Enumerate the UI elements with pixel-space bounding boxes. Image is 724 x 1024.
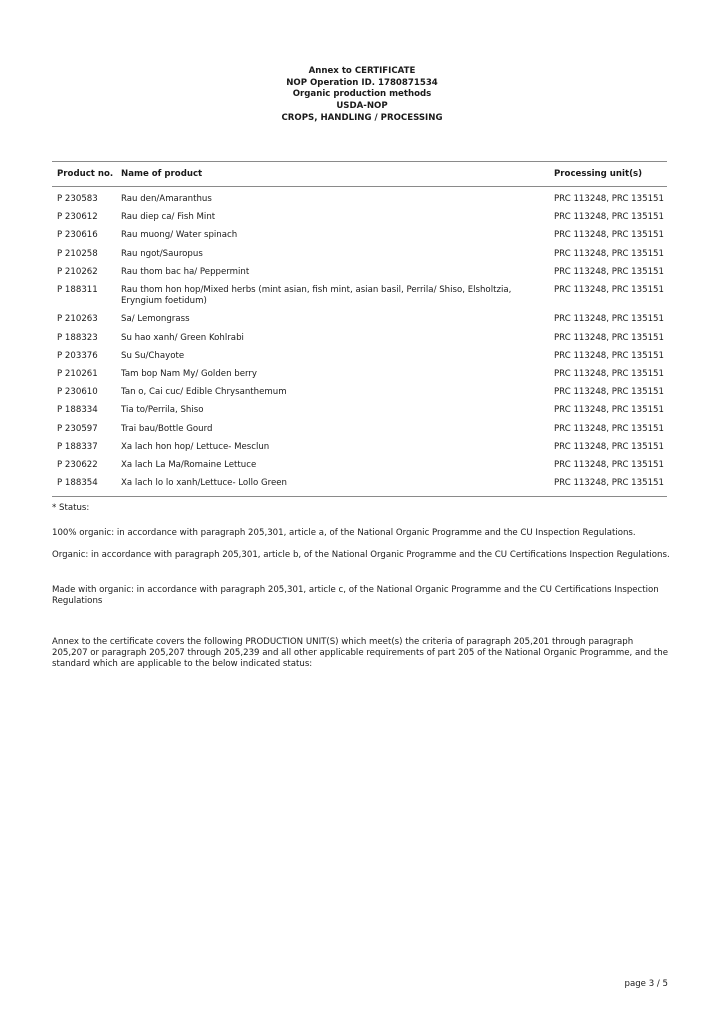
product-name-cell: Sa/ Lemongrass — [121, 314, 190, 325]
note-made-with-organic: Made with organic: in accordance with paragraph 205,301, article c, of the National Organic Programme and the CU Certifications Inspection Regulations — [52, 585, 659, 607]
table-row — [0, 285, 724, 315]
note-organic: Organic: in accordance with paragraph 205,301, article b, of the National Organic Programme and the CU Certifications Inspection Regulations. — [52, 550, 670, 560]
processing-unit-cell: PRC 113248, PRC 135151 — [554, 459, 664, 470]
product-no-cell: P 188323 — [57, 332, 98, 343]
table-row — [0, 442, 724, 460]
processing-unit-cell: PRC 113248, PRC 135151 — [554, 212, 664, 223]
table-row — [0, 333, 724, 351]
product-name-cell: Su hao xanh/ Green Kohlrabi — [121, 332, 244, 343]
table-row — [0, 369, 724, 387]
table-row — [0, 267, 724, 285]
product-name-cell: Rau thom bac ha/ Peppermint — [121, 266, 250, 277]
header-standard: USDA-NOP — [336, 101, 388, 112]
note-100-organic: 100% organic: in accordance with paragraph 205,301, article a, of the National Organic Programme and the CU Inspection Regulations. — [52, 528, 636, 538]
processing-unit-cell: PRC 113248, PRC 135151 — [554, 266, 664, 277]
table-row — [0, 194, 724, 212]
table-row — [0, 351, 724, 369]
table-row — [0, 249, 724, 267]
table-row — [0, 212, 724, 230]
processing-unit-cell: PRC 113248, PRC 135151 — [554, 194, 664, 204]
header-operation-id: NOP Operation ID. 1780871534 — [286, 77, 438, 88]
processing-unit-cell: PRC 113248, PRC 135151 — [554, 332, 664, 343]
product-no-cell: P 203376 — [57, 350, 98, 361]
product-no-cell: P 230610 — [57, 387, 98, 398]
processing-unit-cell: PRC 113248, PRC 135151 — [554, 350, 664, 361]
product-name-cell: Xa lach hon hop/ Lettuce- Mesclun — [121, 441, 270, 452]
product-no-cell: P 210262 — [57, 266, 98, 277]
header-annex-title: Annex to CERTIFICATE — [308, 66, 416, 76]
product-no-cell: P 230612 — [57, 212, 98, 223]
note-production-units: Annex to the certificate covers the following PRODUCTION UNIT(S) which meet(s) the criteria of paragraph 205,201 through paragraph 205,207 or paragraph 205,207 through 205,239 and all other applicable requirements of part 205 of the National Organic Programme, and the standard which are applicable to the below indicated status: — [52, 637, 669, 670]
processing-unit-cell: PRC 113248, PRC 135151 — [554, 387, 664, 398]
product-no-cell: P 230583 — [57, 194, 98, 204]
product-name-cell: Tia to/Perrila, Shiso — [121, 405, 204, 416]
product-name-cell: Rau diep ca/ Fish Mint — [121, 212, 216, 223]
table-row — [0, 478, 724, 496]
product-no-cell: P 230616 — [57, 230, 98, 241]
processing-unit-cell: PRC 113248, PRC 135151 — [554, 230, 664, 241]
processing-unit-cell: PRC 113248, PRC 135151 — [554, 248, 664, 259]
column-header-processing-unit: Processing unit(s) — [554, 169, 643, 179]
product-name-cell: Rau den/Amaranthus — [121, 194, 212, 204]
product-name-cell: Trai bau/Bottle Gourd — [121, 423, 213, 434]
product-no-cell: P 188311 — [57, 284, 98, 295]
product-no-cell: P 188334 — [57, 405, 98, 416]
table-row — [0, 230, 724, 248]
document-header — [0, 66, 724, 125]
table-row — [0, 405, 724, 423]
header-production-methods: Organic production methods — [292, 89, 432, 100]
product-name-cell: Rau muong/ Water spinach — [121, 230, 238, 241]
processing-unit-cell: PRC 113248, PRC 135151 — [554, 478, 664, 489]
processing-unit-cell: PRC 113248, PRC 135151 — [554, 441, 664, 452]
product-no-cell: P 210261 — [57, 369, 98, 379]
processing-unit-cell: PRC 113248, PRC 135151 — [554, 314, 664, 325]
product-name-cell: Xa lach lo lo xanh/Lettuce- Lollo Green — [121, 478, 287, 489]
product-name-cell: Rau thom hon hop/Mixed herbs (mint asian, fish mint, asian basil, Perrila/ Shiso, Elsholtzia, Eryngium foetidum) — [121, 284, 512, 306]
table-row — [0, 424, 724, 442]
table-row — [0, 387, 724, 405]
product-name-cell: Rau ngot/Sauropus — [121, 248, 203, 259]
product-no-cell: P 188337 — [57, 441, 98, 452]
column-header-product-no: Product no. — [57, 169, 114, 179]
product-table-body — [0, 194, 724, 496]
product-name-cell: Xa lach La Ma/Romaine Lettuce — [121, 459, 257, 470]
header-scope: CROPS, HANDLING / PROCESSING — [281, 112, 443, 123]
processing-unit-cell: PRC 113248, PRC 135151 — [554, 369, 664, 379]
status-label: * Status: — [52, 503, 90, 513]
processing-unit-cell: PRC 113248, PRC 135151 — [554, 423, 664, 434]
product-no-cell: P 188354 — [57, 478, 98, 489]
product-no-cell: P 230622 — [57, 459, 98, 470]
product-no-cell: P 210263 — [57, 314, 98, 325]
page-number: page 3 / 5 — [624, 979, 668, 989]
table-top-divider — [52, 161, 667, 162]
column-header-name: Name of product — [121, 169, 203, 179]
product-no-cell: P 230597 — [57, 423, 98, 434]
product-name-cell: Tan o, Cai cuc/ Edible Chrysanthemum — [121, 387, 287, 398]
product-no-cell: P 210258 — [57, 248, 98, 259]
product-name-cell: Su Su/Chayote — [121, 350, 185, 361]
table-row — [0, 314, 724, 332]
table-bottom-divider — [52, 496, 667, 497]
processing-unit-cell: PRC 113248, PRC 135151 — [554, 405, 664, 416]
processing-unit-cell: PRC 113248, PRC 135151 — [554, 284, 664, 295]
table-header-divider — [52, 186, 667, 187]
table-row — [0, 460, 724, 478]
product-name-cell: Tam bop Nam My/ Golden berry — [121, 369, 257, 379]
